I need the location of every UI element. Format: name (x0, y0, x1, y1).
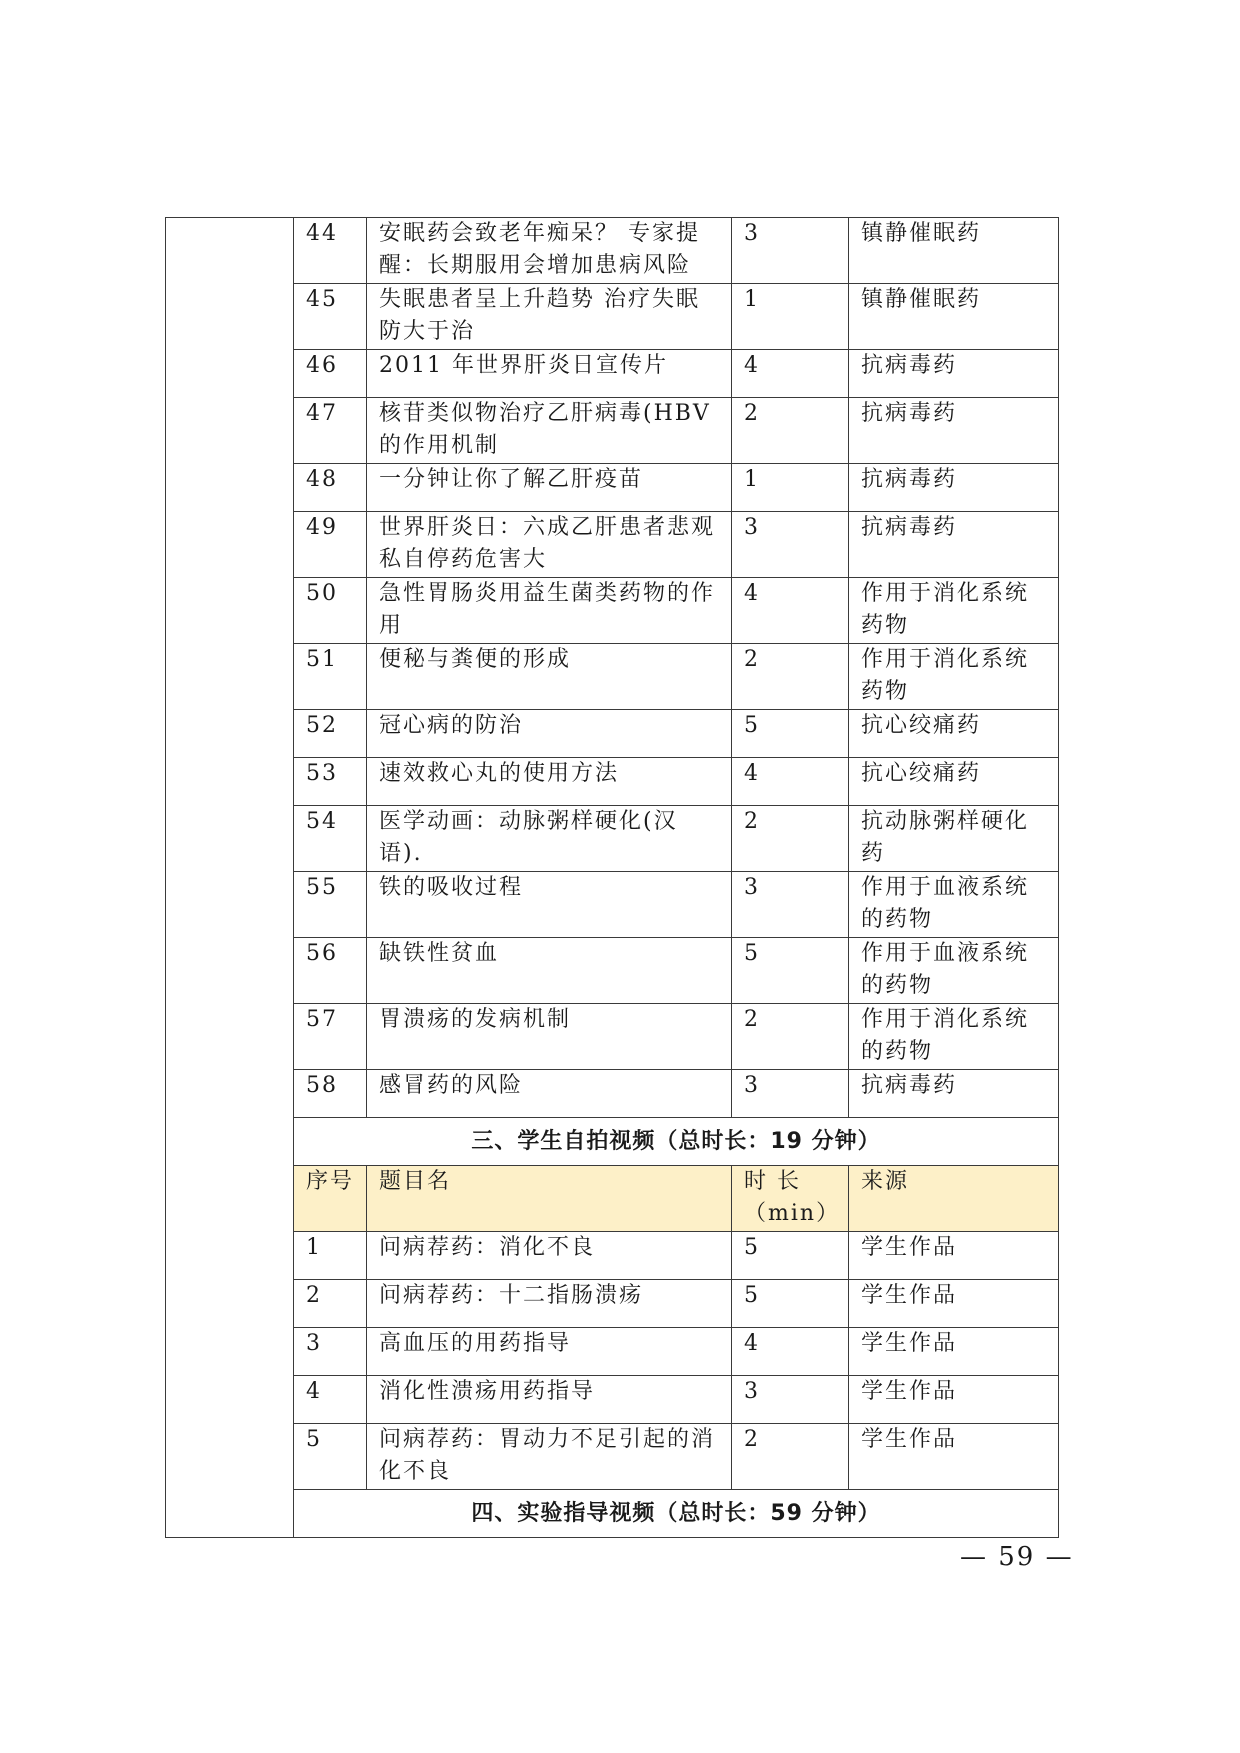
row-source: 学生作品 (849, 1232, 1059, 1280)
row-duration: 3 (732, 872, 849, 938)
row-source: 作用于消化系统药物 (849, 644, 1059, 710)
row-duration: 4 (732, 1328, 849, 1376)
table-row (166, 1070, 1059, 1118)
row-duration: 2 (732, 806, 849, 872)
row-title: 高血压的用药指导 (367, 1328, 732, 1376)
row-title: 胃溃疡的发病机制 (367, 1004, 732, 1070)
header-number: 序号 (294, 1166, 367, 1232)
row-title: 速效救心丸的使用方法 (367, 758, 732, 806)
table-row (166, 1328, 1059, 1376)
row-number: 58 (294, 1070, 367, 1118)
row-title: 世界肝炎日：六成乙肝患者悲观私自停药危害大 (367, 512, 732, 578)
row-source: 抗病毒药 (849, 464, 1059, 512)
row-title: 问病荐药：胃动力不足引起的消化不良 (367, 1424, 732, 1490)
row-title: 缺铁性贫血 (367, 938, 732, 1004)
row-number: 3 (294, 1328, 367, 1376)
row-title: 铁的吸收过程 (367, 872, 732, 938)
row-duration: 5 (732, 938, 849, 1004)
row-title: 便秘与粪便的形成 (367, 644, 732, 710)
row-source: 学生作品 (849, 1280, 1059, 1328)
table-row (166, 350, 1059, 398)
row-number: 4 (294, 1376, 367, 1424)
section-heading-row (166, 1118, 1059, 1166)
row-source: 镇静催眠药 (849, 284, 1059, 350)
table-row (166, 578, 1059, 644)
row-number: 49 (294, 512, 367, 578)
table-row (166, 218, 1059, 284)
row-duration: 3 (732, 218, 849, 284)
table-row (166, 284, 1059, 350)
row-number: 47 (294, 398, 367, 464)
row-duration: 4 (732, 758, 849, 806)
row-number: 52 (294, 710, 367, 758)
row-title: 消化性溃疡用药指导 (367, 1376, 732, 1424)
row-title: 失眠患者呈上升趋势 治疗失眠防大于治 (367, 284, 732, 350)
row-number: 57 (294, 1004, 367, 1070)
table-row (166, 806, 1059, 872)
row-source: 作用于血液系统的药物 (849, 938, 1059, 1004)
row-source: 作用于血液系统的药物 (849, 872, 1059, 938)
table-header-row (166, 1166, 1059, 1232)
row-title: 2011 年世界肝炎日宣传片 (367, 350, 732, 398)
row-duration: 1 (732, 284, 849, 350)
row-duration: 5 (732, 710, 849, 758)
row-title: 感冒药的风险 (367, 1070, 732, 1118)
header-duration: 时 长（min） (732, 1166, 849, 1232)
row-duration: 2 (732, 1424, 849, 1490)
row-number: 56 (294, 938, 367, 1004)
row-number: 44 (294, 218, 367, 284)
table-row (166, 464, 1059, 512)
row-source: 抗病毒药 (849, 398, 1059, 464)
row-number: 53 (294, 758, 367, 806)
row-title: 一分钟让你了解乙肝疫苗 (367, 464, 732, 512)
table-row (166, 1004, 1059, 1070)
row-duration: 2 (732, 398, 849, 464)
row-title: 安眠药会致老年痴呆？ 专家提醒：长期服用会增加患病风险 (367, 218, 732, 284)
row-source: 作用于消化系统的药物 (849, 1004, 1059, 1070)
row-number: 46 (294, 350, 367, 398)
table-row (166, 938, 1059, 1004)
table-row (166, 758, 1059, 806)
row-source: 学生作品 (849, 1376, 1059, 1424)
row-source: 抗心绞痛药 (849, 710, 1059, 758)
row-source: 抗病毒药 (849, 512, 1059, 578)
video-resource-table (165, 217, 1059, 1538)
row-duration: 4 (732, 350, 849, 398)
row-source: 抗动脉粥样硬化药 (849, 806, 1059, 872)
row-title: 问病荐药：十二指肠溃疡 (367, 1280, 732, 1328)
section-3-title: 三、学生自拍视频（总时长：19 分钟） (294, 1118, 1059, 1166)
row-number: 54 (294, 806, 367, 872)
section-4-title: 四、实验指导视频（总时长：59 分钟） (294, 1490, 1059, 1538)
row-title: 核苷类似物治疗乙肝病毒(HBV的作用机制 (367, 398, 732, 464)
row-source: 抗病毒药 (849, 350, 1059, 398)
row-number: 48 (294, 464, 367, 512)
header-source: 来源 (849, 1166, 1059, 1232)
row-source: 学生作品 (849, 1424, 1059, 1490)
row-number: 2 (294, 1280, 367, 1328)
table-row (166, 1376, 1059, 1424)
row-source: 作用于消化系统药物 (849, 578, 1059, 644)
table-row (166, 398, 1059, 464)
row-number: 51 (294, 644, 367, 710)
table-row (166, 872, 1059, 938)
table-row (166, 710, 1059, 758)
row-number: 1 (294, 1232, 367, 1280)
row-number: 55 (294, 872, 367, 938)
row-number: 50 (294, 578, 367, 644)
table-row (166, 1280, 1059, 1328)
row-source: 抗病毒药 (849, 1070, 1059, 1118)
row-source: 学生作品 (849, 1328, 1059, 1376)
row-duration: 4 (732, 578, 849, 644)
row-duration: 2 (732, 644, 849, 710)
row-duration: 2 (732, 1004, 849, 1070)
section-heading-row (166, 1490, 1059, 1538)
table-row (166, 1424, 1059, 1490)
row-source: 镇静催眠药 (849, 218, 1059, 284)
row-duration: 3 (732, 1376, 849, 1424)
row-number: 5 (294, 1424, 367, 1490)
row-duration: 3 (732, 1070, 849, 1118)
row-title: 急性胃肠炎用益生菌类药物的作用 (367, 578, 732, 644)
row-duration: 5 (732, 1232, 849, 1280)
row-duration: 3 (732, 512, 849, 578)
row-title: 冠心病的防治 (367, 710, 732, 758)
row-duration: 1 (732, 464, 849, 512)
category-cell (166, 218, 294, 1538)
table-row (166, 512, 1059, 578)
table-row (166, 644, 1059, 710)
row-source: 抗心绞痛药 (849, 758, 1059, 806)
row-number: 45 (294, 284, 367, 350)
table-row (166, 1232, 1059, 1280)
row-title: 医学动画：动脉粥样硬化(汉语). (367, 806, 732, 872)
row-title: 问病荐药：消化不良 (367, 1232, 732, 1280)
header-title: 题目名 (367, 1166, 732, 1232)
row-duration: 5 (732, 1280, 849, 1328)
page-number: — 59 — (960, 1542, 1074, 1572)
